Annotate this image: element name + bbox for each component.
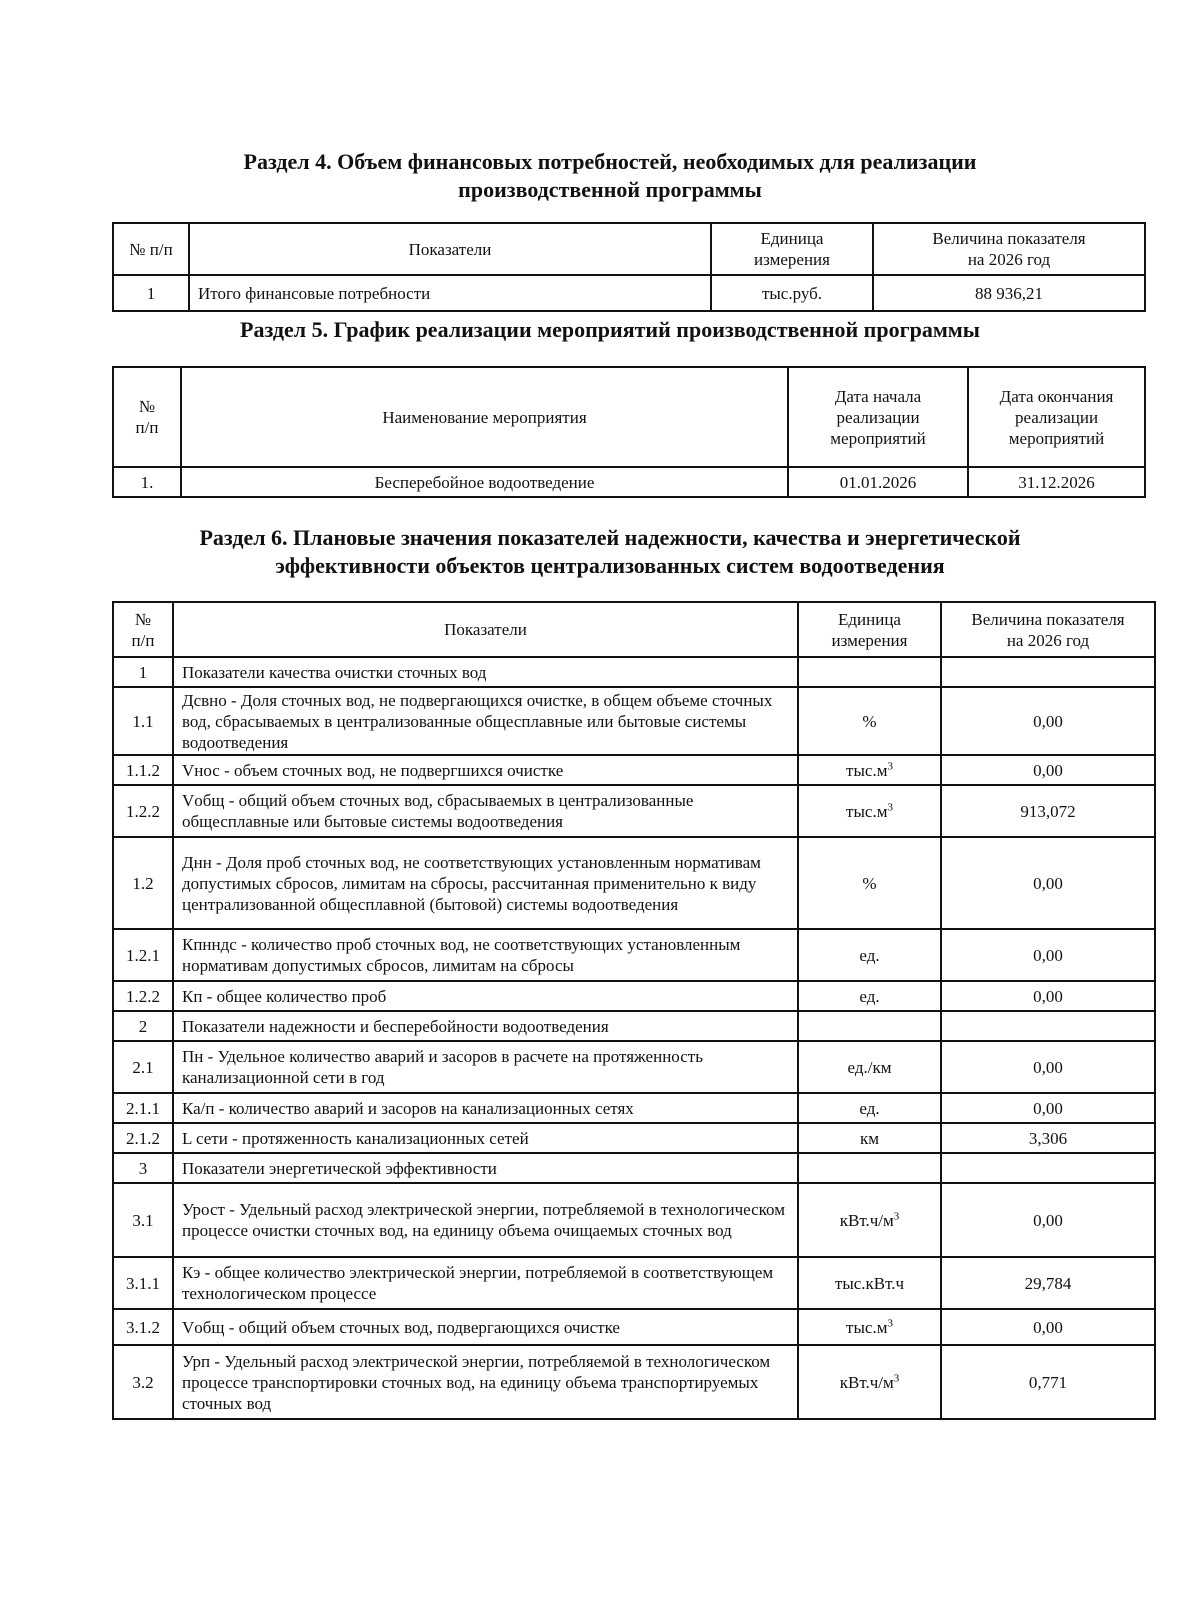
header-start-line2: реализации — [836, 407, 920, 427]
row-name: L сети - протяженность канализационных сетей — [173, 1123, 798, 1153]
row-unit-text: тыс.м — [846, 801, 888, 821]
row-name: Кэ - общее количество электрической энергии, потребляемой в соответствующем технологическом процессе — [173, 1257, 798, 1309]
row-num: 2.1.2 — [113, 1123, 173, 1153]
row-name: Кпнндс - количество проб сточных вод, не соответствующих установленным нормативам допустимых сбросов, лимитам на сбросы — [173, 929, 798, 981]
row-value: 0,771 — [941, 1345, 1155, 1419]
row-unit-text: тыс.кВт.ч — [834, 1273, 905, 1293]
table-row — [113, 1345, 1155, 1419]
row-unit-text: тыс.м — [846, 1317, 888, 1337]
row-name: Дсвно - Доля сточных вод, не подвергающихся очистке, в общем объеме сточных вод, сбрасываемых в централизованные общесплавные или бытовые системы водоотведения — [173, 687, 798, 755]
row-value: 0,00 — [941, 1309, 1155, 1345]
table-row — [113, 1183, 1155, 1257]
row-unit-text: ед. — [859, 945, 880, 965]
row-num: 1.1.2 — [113, 755, 173, 785]
table-row — [113, 275, 1145, 311]
row-unit-superscript: 3 — [893, 1209, 900, 1222]
row-unit-text: % — [862, 711, 877, 731]
table-row — [113, 929, 1155, 981]
row-unit-text: % — [862, 873, 877, 893]
row-unit — [798, 929, 941, 981]
row-unit — [798, 1183, 941, 1257]
section5-title — [110, 316, 1110, 344]
row-value: 0,00 — [941, 929, 1155, 981]
row-unit-text: ед. — [859, 1098, 880, 1118]
row-unit-superscript: 3 — [887, 1316, 893, 1329]
section4-header-row — [113, 223, 1145, 275]
row-unit-text: ед./км — [847, 1057, 892, 1077]
row-unit — [798, 1093, 941, 1123]
row-num: 2.1.1 — [113, 1093, 173, 1123]
row-unit — [798, 1153, 941, 1183]
row-name: Vобщ - общий объем сточных вод, сбрасываемых в централизованные общесплавные или бытовые системы водоотведения — [173, 785, 798, 837]
section4-title — [110, 148, 1110, 204]
table-row — [113, 1041, 1155, 1093]
table-row — [113, 755, 1155, 785]
row-unit-superscript: 3 — [887, 800, 893, 813]
row-value: 3,306 — [941, 1123, 1155, 1153]
row-unit-text: ед. — [859, 986, 880, 1006]
header-value-line2: на 2026 год — [967, 250, 1051, 269]
section5-header-row — [113, 367, 1145, 467]
row-num: 3.2 — [113, 1345, 173, 1419]
table-row — [113, 837, 1155, 929]
row-name: Днн - Доля проб сточных вод, не соответствующих установленным нормативам допустимых сбросов, лимитам на сбросы, рассчитанная применительно к виду централизованной общесплавной (бытовой) системы водоотведения — [173, 837, 798, 929]
section6-table-body — [113, 657, 1155, 1419]
header-indicator: Показатели — [173, 602, 798, 657]
row-unit: тыс.руб. — [711, 275, 873, 311]
row-num: 1.2.2 — [113, 981, 173, 1011]
row-name: Показатели энергетической эффективности — [173, 1153, 798, 1183]
table-row — [113, 1093, 1155, 1123]
header-num-line1: № — [134, 609, 152, 629]
section6-table — [112, 601, 1156, 1420]
row-value: 29,784 — [941, 1257, 1155, 1309]
table-row — [113, 687, 1155, 755]
header-activity-name: Наименование мероприятия — [181, 367, 788, 467]
row-num: 3.1 — [113, 1183, 173, 1257]
row-num: 1 — [113, 657, 173, 687]
row-value: 0,00 — [941, 755, 1155, 785]
header-unit — [798, 602, 941, 657]
section6-title-line2: эффективности объектов централизованных систем водоотведения — [275, 553, 945, 578]
table-row — [113, 1257, 1155, 1309]
header-value-line2: на 2026 год — [1006, 630, 1090, 650]
row-activity: Бесперебойное водоотведение — [181, 467, 788, 497]
row-value — [941, 1153, 1155, 1183]
header-unit-line2: измерения — [831, 630, 908, 650]
header-unit — [711, 223, 873, 275]
section4-table — [112, 222, 1146, 312]
table-row — [113, 1011, 1155, 1041]
section4-title-line2: производственной программы — [458, 177, 762, 202]
header-value-line1: Величина показателя — [932, 229, 1086, 248]
row-unit-superscript: 3 — [893, 1371, 900, 1384]
row-value: 0,00 — [941, 1183, 1155, 1257]
row-end-date: 31.12.2026 — [968, 467, 1145, 497]
row-name: Показатели качества очистки сточных вод — [173, 657, 798, 687]
row-unit — [798, 1041, 941, 1093]
row-unit — [798, 755, 941, 785]
row-num: 3.1.1 — [113, 1257, 173, 1309]
table-row — [113, 981, 1155, 1011]
section5-title-text: Раздел 5. График реализации мероприятий производственной программы — [240, 317, 980, 342]
row-unit-superscript: 3 — [887, 759, 893, 772]
header-end-line2: реализации — [1014, 407, 1099, 427]
row-unit — [798, 1011, 941, 1041]
header-start-date — [788, 367, 968, 467]
header-unit-line1: Единица — [838, 609, 901, 629]
header-num-line2: п/п — [131, 630, 155, 650]
row-value: 0,00 — [941, 1093, 1155, 1123]
header-unit-line1: Единица — [760, 229, 824, 248]
row-num: 1.2.2 — [113, 785, 173, 837]
row-value — [941, 657, 1155, 687]
row-num: 2 — [113, 1011, 173, 1041]
table-row — [113, 657, 1155, 687]
row-name: Vнос - объем сточных вод, не подвергшихся очистке — [173, 755, 798, 785]
row-value: 0,00 — [941, 1041, 1155, 1093]
row-value: 0,00 — [941, 837, 1155, 929]
header-num: № п/п — [113, 223, 189, 275]
header-end-date — [968, 367, 1145, 467]
row-num: 1.2.1 — [113, 929, 173, 981]
section6-header-row — [113, 602, 1155, 657]
row-num: 2.1 — [113, 1041, 173, 1093]
row-name: Пн - Удельное количество аварий и засоров в расчете на протяженность канализационной сети в год — [173, 1041, 798, 1093]
header-num — [113, 367, 181, 467]
row-num: 1.2 — [113, 837, 173, 929]
section4-title-line1: Раздел 4. Объем финансовых потребностей, необходимых для реализации — [243, 149, 977, 174]
header-num-line2: п/п — [135, 418, 159, 437]
row-value — [941, 1011, 1155, 1041]
header-indicator: Показатели — [189, 223, 711, 275]
header-value-line1: Величина показателя — [971, 609, 1125, 629]
row-num: 1 — [113, 275, 189, 311]
section5-table — [112, 366, 1146, 498]
row-unit-text: км — [859, 1128, 880, 1148]
row-unit — [798, 657, 941, 687]
row-unit — [798, 837, 941, 929]
header-unit-line2: измерения — [754, 250, 830, 269]
header-value — [873, 223, 1145, 275]
row-num: 3 — [113, 1153, 173, 1183]
row-name: Урост - Удельный расход электрической энергии, потребляемой в технологическом процессе очистки сточных вод, на единицу объема очищаемых сточных вод — [173, 1183, 798, 1257]
row-name: Vобщ - общий объем сточных вод, подвергающихся очистке — [173, 1309, 798, 1345]
table-row — [113, 1309, 1155, 1345]
header-start-line3: мероприятий — [830, 428, 926, 448]
row-value: 88 936,21 — [873, 275, 1145, 311]
row-unit — [798, 981, 941, 1011]
table-row — [113, 1123, 1155, 1153]
row-start-date: 01.01.2026 — [788, 467, 968, 497]
row-unit-text: тыс.м — [846, 760, 888, 780]
header-value — [941, 602, 1155, 657]
row-name: Итого финансовые потребности — [189, 275, 711, 311]
row-name: Кп - общее количество проб — [173, 981, 798, 1011]
row-num: 3.1.2 — [113, 1309, 173, 1345]
row-name: Урп - Удельный расход электрической энергии, потребляемой в технологическом процессе транспортировки сточных вод, на единицу объема транспортируемых сточных вод — [173, 1345, 798, 1419]
table-row — [113, 785, 1155, 837]
header-end-line3: мероприятий — [1008, 428, 1105, 448]
section6-title — [110, 524, 1110, 580]
row-unit — [798, 1309, 941, 1345]
row-unit-text: кВт.ч/м — [839, 1210, 894, 1230]
row-num: 1.1 — [113, 687, 173, 755]
row-unit — [798, 1123, 941, 1153]
header-num — [113, 602, 173, 657]
row-name: Показатели надежности и бесперебойности водоотведения — [173, 1011, 798, 1041]
row-value: 0,00 — [941, 687, 1155, 755]
row-value: 0,00 — [941, 981, 1155, 1011]
header-start-line1: Дата начала — [834, 386, 922, 406]
row-unit — [798, 1257, 941, 1309]
row-unit — [798, 1345, 941, 1419]
table-row — [113, 467, 1145, 497]
header-end-line1: Дата окончания — [999, 386, 1114, 406]
row-name: Ка/п - количество аварий и засоров на канализационных сетях — [173, 1093, 798, 1123]
table-row — [113, 1153, 1155, 1183]
header-num-line1: № — [138, 397, 156, 416]
section6-title-line1: Раздел 6. Плановые значения показателей надежности, качества и энергетической — [199, 525, 1021, 550]
row-unit — [798, 687, 941, 755]
row-num: 1. — [113, 467, 181, 497]
row-unit-text: кВт.ч/м — [839, 1372, 894, 1392]
row-value: 913,072 — [941, 785, 1155, 837]
row-unit — [798, 785, 941, 837]
